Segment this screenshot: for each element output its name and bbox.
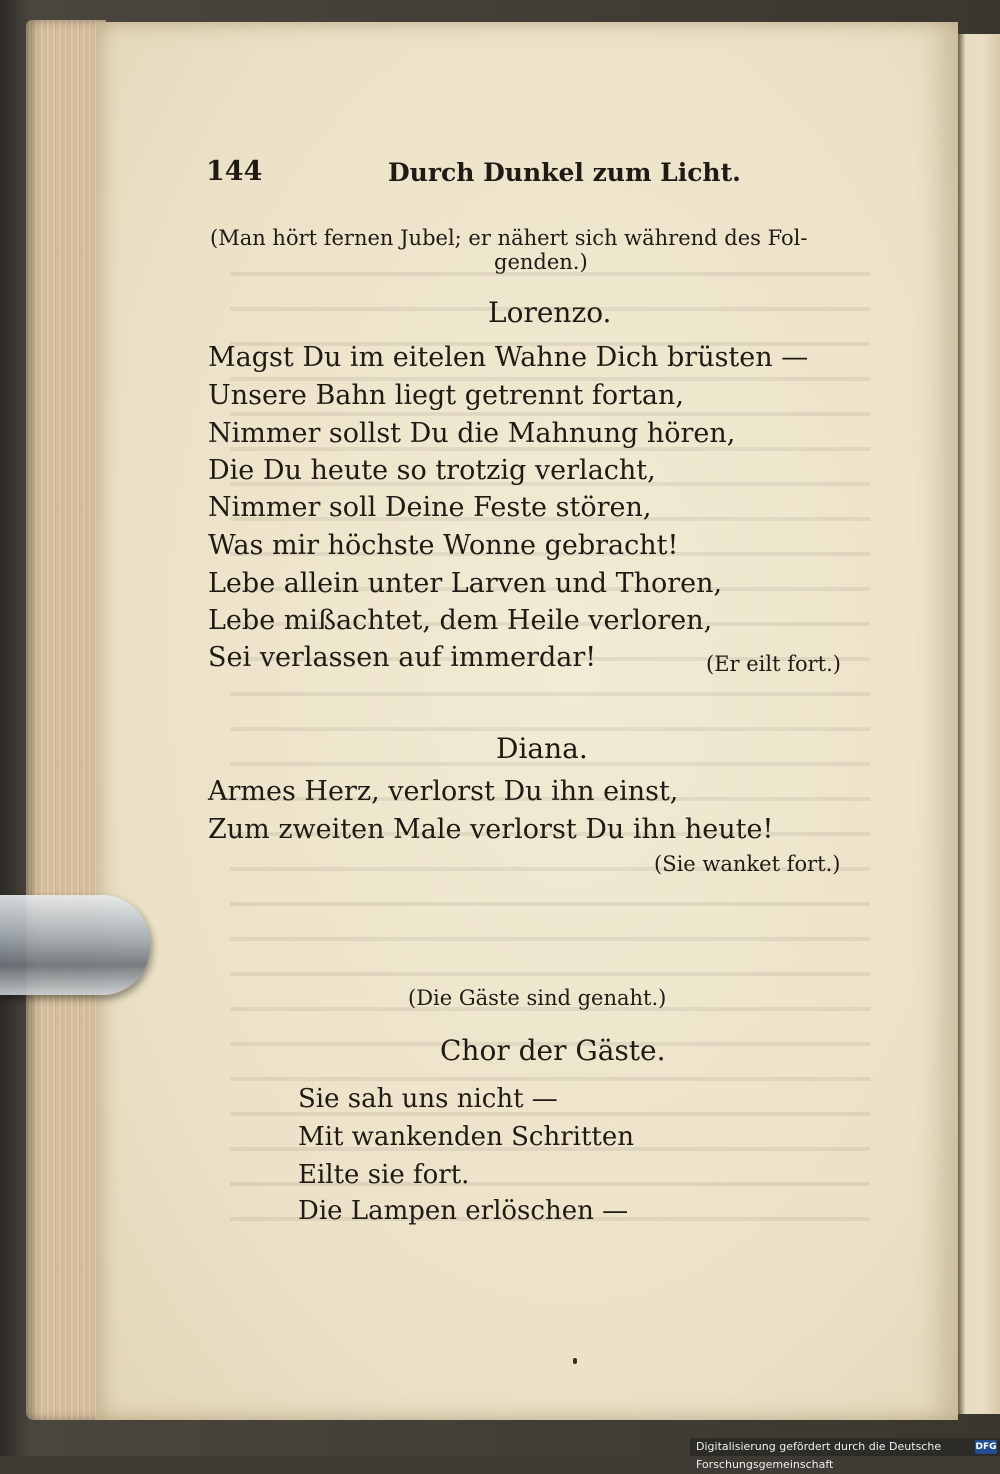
stage-direction: (Er eilt fort.): [706, 652, 841, 676]
verse-line: Lebe mißachtet, dem Heile verloren,: [208, 605, 713, 636]
facing-page-edge: [958, 34, 1000, 1414]
page-edges: [26, 20, 106, 1420]
verse-line: Nimmer sollst Du die Mahnung hören,: [208, 418, 736, 449]
verse-line: Lebe allein unter Larven und Thoren,: [208, 568, 723, 599]
verse-line: Mit wankenden Schritten: [298, 1122, 634, 1152]
verse-line: Magst Du im eitelen Wahne Dich brüsten —: [208, 342, 809, 373]
ink-speck: [573, 1358, 577, 1364]
verse-line: Eilte sie fort.: [298, 1160, 470, 1190]
verse-line: Sie sah uns nicht —: [298, 1084, 558, 1114]
running-head: Durch Dunkel zum Licht.: [388, 158, 741, 187]
verse-line: Was mir höchste Wonne gebracht!: [208, 530, 679, 561]
verse-line: Zum zweiten Male verlorst Du ihn heute!: [208, 814, 774, 845]
dfg-logo: DFG: [975, 1442, 997, 1452]
verse-line: Nimmer soll Deine Feste stören,: [208, 492, 652, 523]
page-number: 144: [206, 156, 263, 187]
speaker-name: Chor der Gäste.: [440, 1034, 666, 1067]
verse-line: Die Lampen erlöschen —: [298, 1196, 629, 1226]
speaker-name: Diana.: [496, 732, 588, 765]
stage-direction: (Die Gäste sind genaht.): [408, 986, 667, 1010]
digitization-note: Digitalisierung gefördert durch die Deutsche Forschungsgemeinschaft: [690, 1438, 1000, 1456]
page-clamp: [0, 895, 150, 995]
stage-direction-line: (Man hört fernen Jubel; er nähert sich während des Fol-: [210, 226, 808, 250]
speaker-name: Lorenzo.: [488, 296, 612, 329]
stage-direction: (Sie wanket fort.): [654, 852, 841, 876]
verse-line: Unsere Bahn liegt getrennt fortan,: [208, 380, 684, 411]
verse-line: Sei verlassen auf immerdar!: [208, 642, 597, 673]
verse-line: Armes Herz, verlorst Du ihn einst,: [208, 776, 679, 807]
verse-line: Die Du heute so trotzig verlacht,: [208, 455, 656, 486]
stage-direction-line: genden.): [494, 250, 588, 274]
